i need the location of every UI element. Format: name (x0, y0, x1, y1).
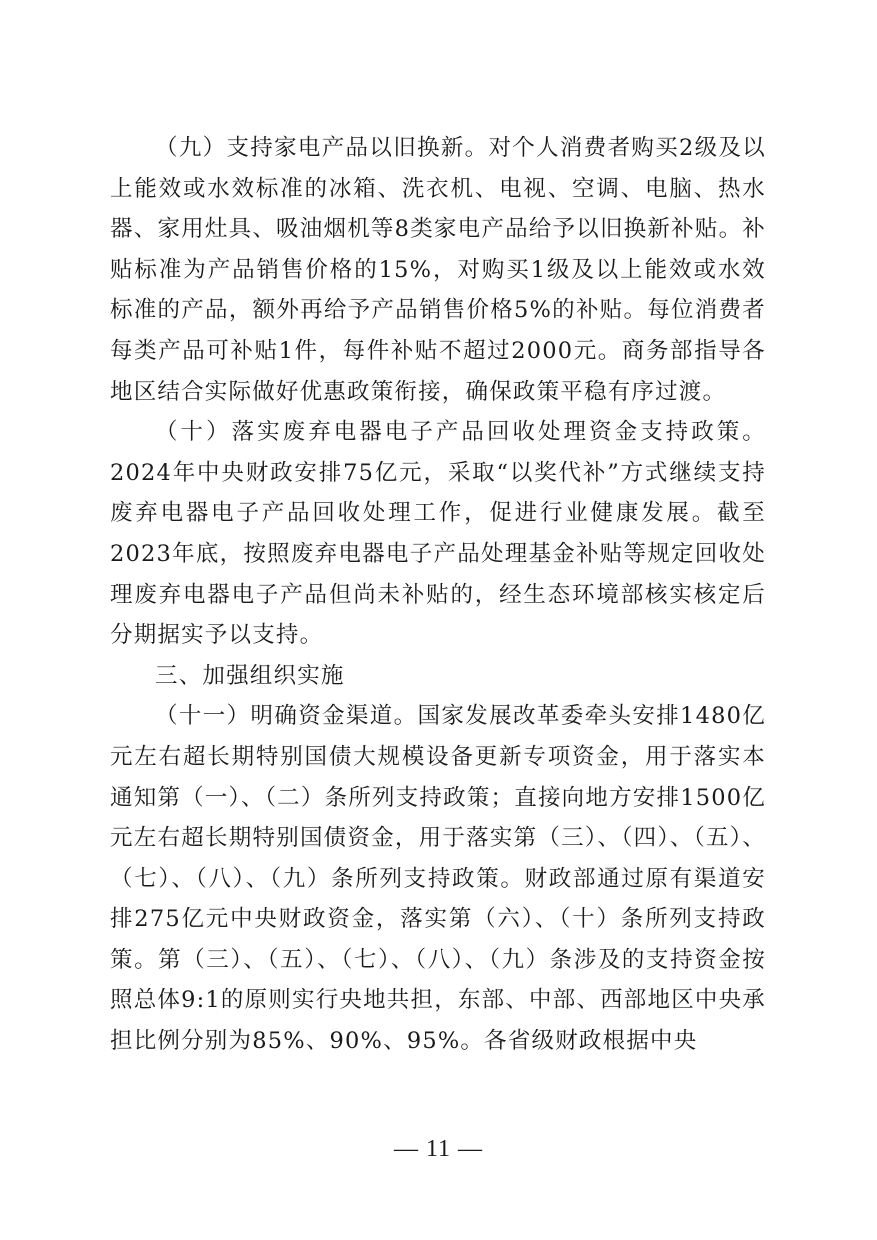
paragraph-11-heading: （十一）明确资金渠道。 (155, 703, 418, 730)
paragraph-9-body: 对个人消费者购买2级及以上能效或水效标准的冰箱、洗衣机、电视、空调、电脑、热水器、家用灶具、吸油烟机等8类家电产品给予以旧换新补贴。补贴标准为产品销售价格的15%，对购买1级及以上能效或水效标准的产品，额外再给予产品销售价格5%的补贴。每位消费者每类产品可补贴1件，每件补贴不超过2000元。商务部指导各地区结合实际做好优惠政策衔接，确保政策平稳有序过渡。 (110, 135, 766, 405)
paragraph-10 (110, 412, 766, 656)
paragraph-11-body: 国家发展改革委牵头安排1480亿元左右超长期特别国债大规模设备更新专项资金，用于落实本通知第（一）、（二）条所列支持政策；直接向地方安排1500亿元左右超长期特别国债资金，用于落实第（三）、（四）、（五）、（七）、（八）、（九）条所列支持政策。财政部通过原有渠道安排275亿元中央财政资金，落实第（六）、（十）条所列支持政策。第（三）、（五）、（七）、（八）、（九）条涉及的支持资金按照总体9:1的原则实行央地共担，东部、中部、西部地区中央承担比例分别为85%、90%、95%。各省级财政根据中央 (110, 703, 767, 1055)
paragraph-9 (110, 128, 766, 412)
page-number: — 11 — (393, 1136, 484, 1162)
paragraph-10-heading: （十）落实废弃电器电子产品回收处理资金支持政策。 (155, 419, 766, 446)
paragraph-10-body: 2024年中央财政安排75亿元，采取“以奖代补”方式继续支持废弃电器电子产品回收处理工作，促进行业健康发展。截至2023年底，按照废弃电器电子产品处理基金补贴等规定回收处理废弃电器电子产品但尚未补贴的，经生态环境部核实核定后分期据实予以支持。 (110, 459, 766, 649)
paragraph-11 (110, 696, 766, 1061)
paragraph-9-heading: （九）支持家电产品以旧换新。 (155, 135, 489, 161)
document-body (110, 128, 766, 1062)
section-heading: 三、加强组织实施 (155, 662, 345, 689)
